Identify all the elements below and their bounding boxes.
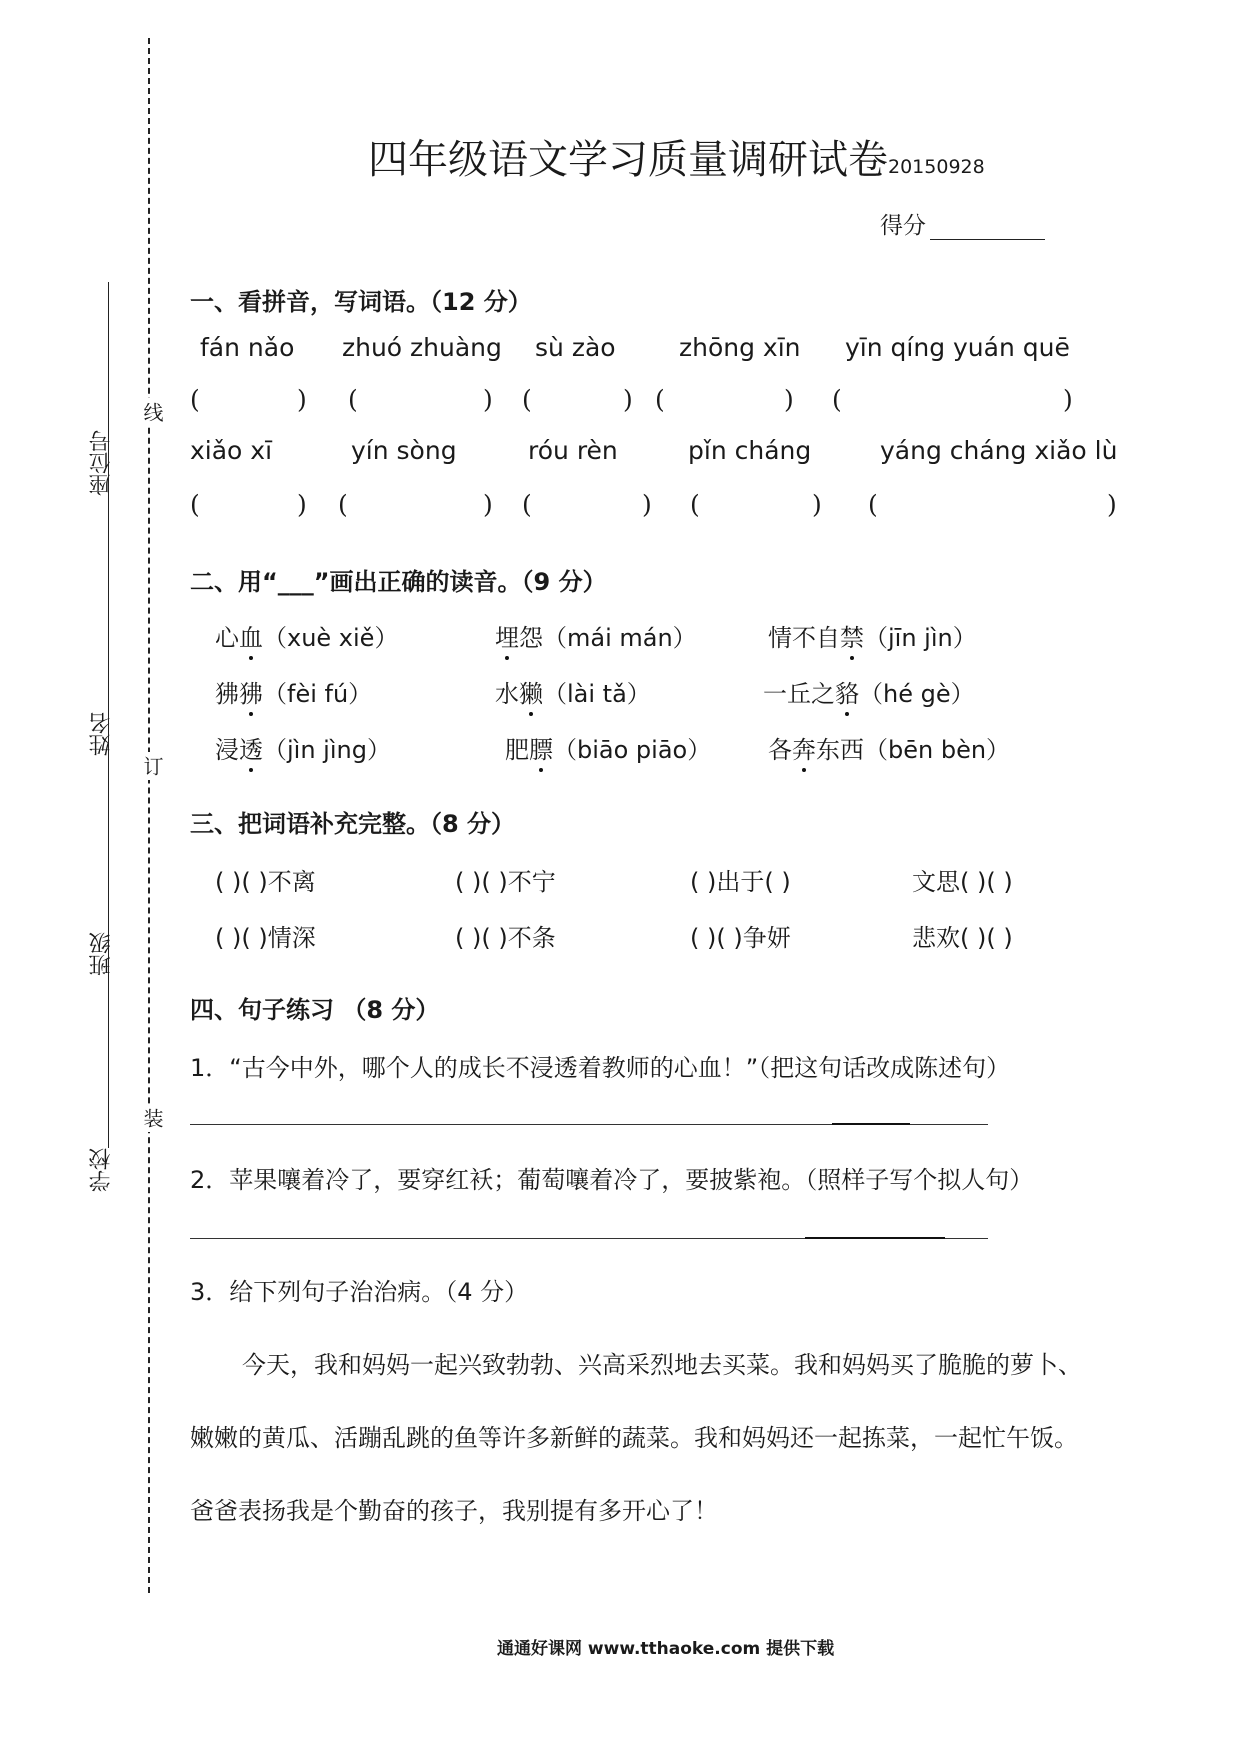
reading-item-4[interactable]: [215, 674, 372, 709]
idiom-fill-1[interactable]: ( )( )不离: [215, 868, 316, 896]
answer-box-7-close: ): [483, 490, 493, 519]
reading-item-post: 怨: [519, 624, 543, 652]
reading-item-5[interactable]: [495, 674, 651, 709]
answer-box-2-close: ): [483, 385, 493, 414]
reading-options: （fèi fú）: [263, 680, 373, 708]
pinyin-2: zhuó zhuàng: [342, 333, 502, 362]
pinyin-4: zhōng xīn: [679, 333, 801, 362]
answer-box-9-open[interactable]: (: [690, 490, 700, 519]
answer-box-7-open[interactable]: (: [338, 490, 348, 519]
answer-box-6-open[interactable]: (: [190, 490, 200, 519]
reading-item-pre: 水: [495, 680, 519, 708]
dotted-char: 狒: [239, 674, 263, 709]
idiom-fill-3[interactable]: ( )出于( ): [690, 868, 791, 896]
reading-options: （jīn jìn）: [864, 624, 977, 652]
answer-box-4-open[interactable]: (: [655, 385, 665, 414]
pinyin-8: róu rèn: [528, 436, 618, 465]
answer-box-2-open[interactable]: (: [348, 385, 358, 414]
school-label: 学校: [89, 1148, 114, 1192]
pinyin-7: yín sòng: [351, 436, 457, 465]
pinyin-10: yáng cháng xiǎo lù: [880, 436, 1118, 465]
answer-line-2-mark: [805, 1237, 945, 1239]
reading-item-9[interactable]: [768, 730, 1010, 765]
binding-char-ding: 订: [138, 752, 167, 780]
reading-options: （hé gè）: [859, 680, 975, 708]
dotted-char: 血: [239, 618, 263, 653]
reading-item-pre: 一丘之: [763, 680, 835, 708]
reading-options: （biāo piāo）: [553, 736, 712, 764]
dotted-char: 貉: [835, 674, 859, 709]
reading-item-2[interactable]: [495, 618, 697, 653]
reading-item-pre: 肥: [505, 736, 529, 764]
dotted-char: 獭: [519, 674, 543, 709]
binding-dashed-line: [148, 38, 150, 1593]
seat-number-label: 座位号: [89, 430, 114, 496]
answer-box-4-close: ): [784, 385, 794, 414]
question-2: 2．苹果嚷着冷了，要穿红袄；葡萄嚷着冷了，要披紫袍。（照样子写个拟人句）: [190, 1166, 1034, 1194]
answer-box-10-open[interactable]: (: [868, 490, 878, 519]
reading-item-6[interactable]: [763, 674, 975, 709]
answer-box-5-open[interactable]: (: [832, 385, 842, 414]
answer-line-1-mark: [832, 1123, 910, 1125]
reading-item-post: 东西: [816, 736, 864, 764]
answer-box-3-open[interactable]: (: [522, 385, 532, 414]
reading-item-pre: 狒: [215, 680, 239, 708]
answer-box-6-close: ): [297, 490, 307, 519]
answer-box-5-close: ): [1063, 385, 1073, 414]
reading-item-8[interactable]: [505, 730, 711, 765]
school-line: [108, 978, 109, 1148]
idiom-fill-8[interactable]: 悲欢( )( ): [912, 924, 1013, 952]
reading-item-pre: 情不自: [768, 624, 840, 652]
class-label: 班级: [89, 932, 114, 976]
reading-options: （bēn bèn）: [864, 736, 1011, 764]
passage-line-3: 爸爸表扬我是个勤奋的孩子，我别提有多开心了！: [190, 1497, 718, 1525]
reading-options: （lài tǎ）: [543, 680, 651, 708]
section-3-title: 三、把词语补充完整。（8 分）: [190, 810, 516, 838]
reading-item-7[interactable]: [215, 730, 391, 765]
reading-item-pre: 心: [215, 624, 239, 652]
section-2-title: 二、用“___”画出正确的读音。（9 分）: [190, 568, 607, 596]
question-1: 1．“古今中外，哪个人的成长不浸透着教师的心血！”（把这句话改成陈述句）: [190, 1054, 1011, 1082]
idiom-fill-4[interactable]: 文思( )( ): [912, 868, 1013, 896]
pinyin-9: pǐn cháng: [688, 436, 812, 465]
answer-box-3-close: ): [623, 385, 633, 414]
reading-item-pre: 浸: [215, 736, 239, 764]
pinyin-5: yīn qíng yuán quē: [845, 333, 1070, 362]
passage-line-2: 嫩嫩的黄瓜、活蹦乱跳的鱼等许多新鲜的蔬菜。我和妈妈还一起拣菜，一起忙午饭。: [190, 1424, 1078, 1452]
section-4-title: 四、句子练习 （8 分）: [190, 996, 440, 1024]
answer-box-10-close: ): [1107, 490, 1117, 519]
name-label: 姓名: [89, 712, 114, 756]
exam-date: 20150928: [888, 156, 985, 178]
answer-box-9-close: ): [812, 490, 822, 519]
answer-box-1-open[interactable]: (: [190, 385, 200, 414]
passage-line-1: 今天，我和妈妈一起兴致勃勃、兴高采烈地去买菜。我和妈妈买了脆脆的萝卜、: [242, 1351, 1082, 1379]
dotted-char: 埋: [495, 618, 519, 653]
idiom-fill-2[interactable]: ( )( )不宁: [455, 868, 556, 896]
reading-item-3[interactable]: [768, 618, 977, 653]
pinyin-1: fán nǎo: [200, 333, 295, 362]
answer-box-8-close: ): [642, 490, 652, 519]
score-field: [880, 207, 1045, 240]
binding-char-xian: 线: [138, 398, 167, 426]
reading-options: （xuè xiě）: [263, 624, 399, 652]
answer-box-8-open[interactable]: (: [522, 490, 532, 519]
score-label: 得分: [880, 213, 926, 239]
dotted-char: 透: [239, 730, 263, 765]
pinyin-6: xiǎo xī: [190, 436, 273, 465]
binding-char-zhuang: 装: [138, 1104, 167, 1132]
page-title-text: 四年级语文学习质量调研试卷: [368, 137, 888, 183]
page-title: [368, 128, 985, 185]
pinyin-3: sù zào: [535, 333, 616, 362]
reading-item-1[interactable]: [215, 618, 398, 653]
footer-credit: 通通好课网 www.tthaoke.com 提供下载: [497, 1639, 835, 1659]
idiom-fill-5[interactable]: ( )( )情深: [215, 924, 316, 952]
dotted-char: 禁: [840, 618, 864, 653]
question-3: 3．给下列句子治治病。（4 分）: [190, 1278, 529, 1306]
reading-options: （jìn jìng）: [263, 736, 391, 764]
answer-box-1-close: ): [297, 385, 307, 414]
reading-options: （mái mán）: [543, 624, 697, 652]
idiom-fill-6[interactable]: ( )( )不条: [455, 924, 556, 952]
dotted-char: 奔: [792, 730, 816, 765]
section-1-title: 一、看拼音，写词语。（12 分）: [190, 288, 532, 316]
reading-item-pre: 各: [768, 736, 792, 764]
idiom-fill-7[interactable]: ( )( )争妍: [690, 924, 791, 952]
dotted-char: 膘: [529, 730, 553, 765]
score-blank: [930, 239, 1045, 240]
